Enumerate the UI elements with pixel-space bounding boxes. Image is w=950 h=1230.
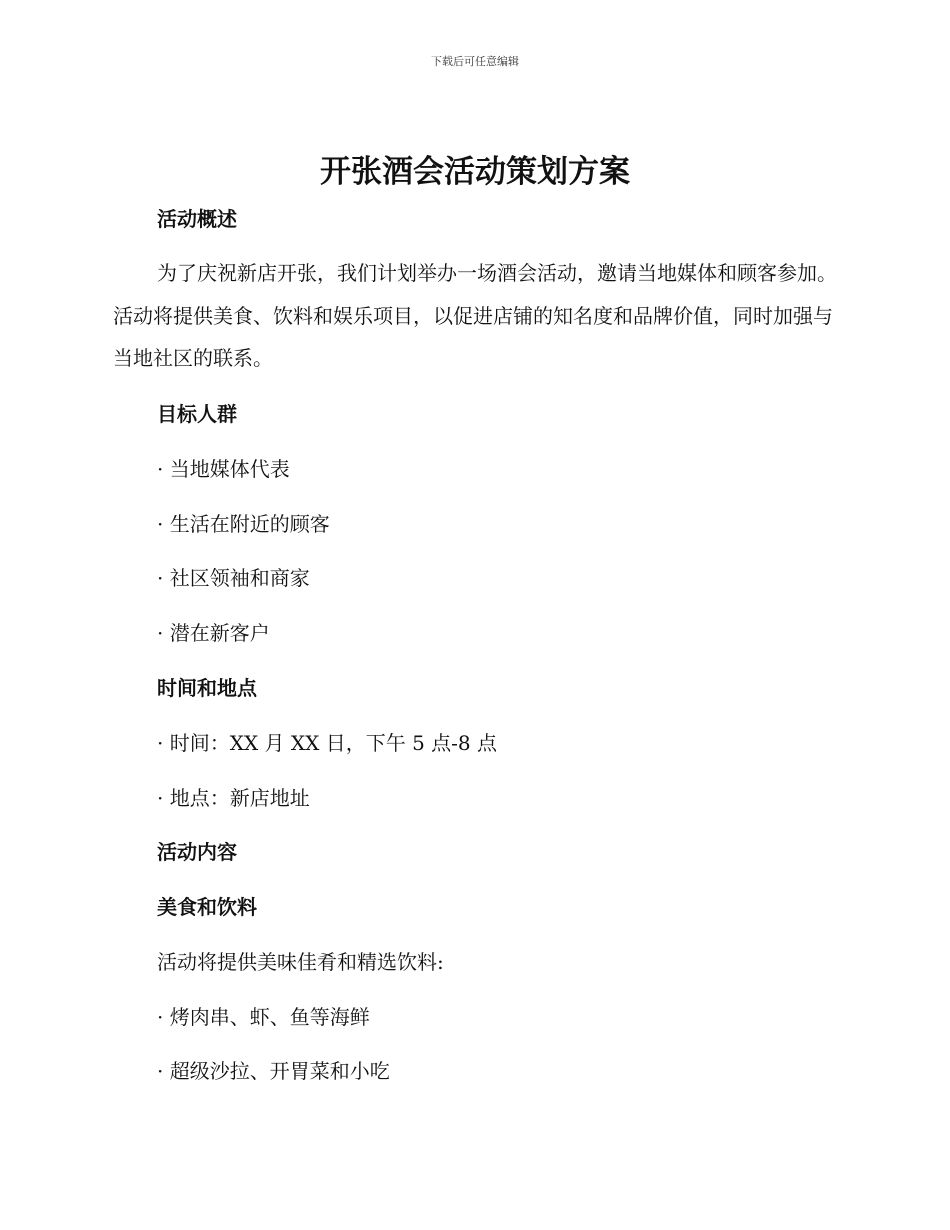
time-list-item: · 时间：XX 月 XX 日，下午 5 点-8 点 xyxy=(157,731,498,755)
food-intro-text: 活动将提供美味佳肴和精选饮料: xyxy=(157,950,444,974)
audience-list-item: · 当地媒体代表 xyxy=(157,457,290,481)
food-list-item: · 烤肉串、虾、鱼等海鲜 xyxy=(157,1005,370,1029)
section-heading-audience: 目标人群 xyxy=(157,402,237,426)
page-header-note: 下载后可任意编辑 xyxy=(431,55,519,68)
place-list-item: · 地点：新店地址 xyxy=(157,786,310,810)
audience-list-item: · 潜在新客户 xyxy=(157,621,270,645)
section-heading-content: 活动内容 xyxy=(157,840,237,864)
document-title: 开张酒会活动策划方案 xyxy=(320,154,630,190)
food-list-item: · 超级沙拉、开胃菜和小吃 xyxy=(157,1059,390,1083)
overview-paragraph: 为了庆祝新店开张，我们计划举办一场酒会活动，邀请当地媒体和顾客参加。活动将提供美食、饮料和娱乐项目，以促进店铺的知名度和品牌价值，同时加强与当地社区的联系。 xyxy=(113,261,837,370)
section-heading-time-place: 时间和地点 xyxy=(157,676,257,700)
section-heading-food: 美食和饮料 xyxy=(157,895,257,919)
audience-list-item: · 社区领袖和商家 xyxy=(157,566,310,590)
section-heading-overview: 活动概述 xyxy=(157,207,237,231)
audience-list-item: · 生活在附近的顾客 xyxy=(157,512,330,536)
